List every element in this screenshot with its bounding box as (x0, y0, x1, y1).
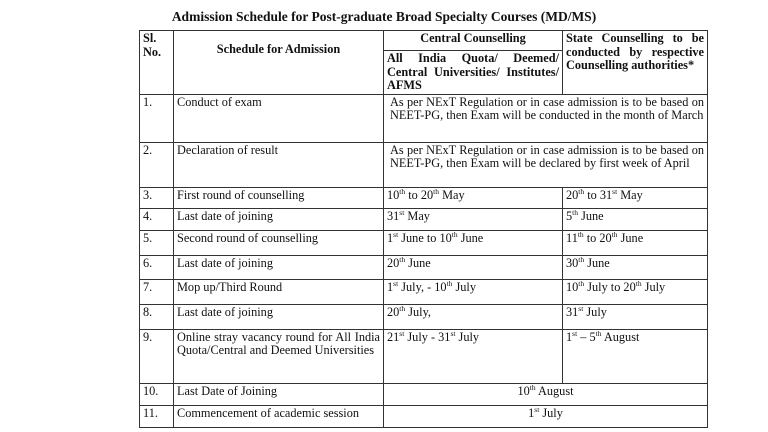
state-counselling-date (563, 230, 708, 255)
ordinal-suffix: st (578, 303, 584, 313)
ordinal-suffix: st (399, 207, 405, 217)
date-text: June (405, 255, 431, 270)
date-text: 10 (566, 279, 579, 294)
table-row (140, 279, 708, 304)
date-text: June (617, 230, 644, 245)
date-text: 20 (387, 255, 400, 270)
date-text: June (457, 230, 484, 245)
date-text: 1 (387, 230, 394, 245)
ordinal-suffix: st (612, 186, 618, 196)
table-row (140, 329, 708, 383)
row-event: Last date of joining (174, 208, 384, 230)
date-text: 20 (387, 304, 400, 319)
table-row (140, 405, 708, 427)
date-text: May (617, 187, 643, 202)
date-text: June (584, 255, 610, 270)
state-counselling-date (563, 208, 708, 230)
row-number: 5. (140, 230, 174, 255)
ordinal-suffix: th (572, 207, 578, 217)
header-sl-no: Sl. No. (140, 31, 174, 95)
table-row (140, 208, 708, 230)
date-text: August (535, 383, 574, 398)
central-counselling-date (384, 279, 563, 304)
date-text: to 20 (583, 230, 612, 245)
ordinal-suffix: th (529, 382, 536, 392)
row-event: Last Date of Joining (174, 383, 384, 405)
table-row (140, 142, 708, 187)
row-event: Online stray vacancy round for All India Quota/Central and Deemed Universities (174, 329, 384, 383)
date-text: 31 (387, 208, 400, 223)
date-text: 10 (387, 187, 400, 202)
date-text: 1 (387, 279, 394, 294)
state-counselling-date (563, 329, 708, 383)
table-row (140, 187, 708, 208)
state-counselling-date (563, 279, 708, 304)
central-counselling-date (384, 304, 563, 329)
date-text: July (641, 279, 666, 294)
date-text: 1 (566, 329, 573, 344)
date-text: 20 (566, 187, 579, 202)
row-event: First round of counselling (174, 187, 384, 208)
central-counselling-date (384, 187, 563, 208)
merged-schedule (384, 405, 708, 427)
ordinal-suffix: th (399, 254, 406, 264)
table-row (140, 383, 708, 405)
ordinal-suffix: th (635, 278, 642, 288)
date-text: May (439, 187, 465, 202)
date-text: July, (405, 304, 431, 319)
row-number: 11. (140, 405, 174, 427)
date-text: July - 31 (404, 329, 451, 344)
central-counselling-date (384, 255, 563, 279)
table-row (140, 94, 708, 142)
ordinal-suffix: st (572, 328, 578, 338)
merged-schedule: As per NExT Regulation or in case admission is to be based on NEET-PG, then Exam will be conducted in the month of March (384, 94, 708, 142)
row-number: 1. (140, 94, 174, 142)
table-row (140, 230, 708, 255)
central-counselling-date (384, 329, 563, 383)
row-event: Last date of joining (174, 255, 384, 279)
state-counselling-date (563, 304, 708, 329)
date-text: 21 (387, 329, 400, 344)
merged-schedule: As per NExT Regulation or in case admission is to be based on NEET-PG, then Exam will be declared by first week of April (384, 142, 708, 187)
ordinal-suffix: th (577, 229, 584, 239)
ordinal-suffix: th (399, 186, 406, 196)
central-counselling-date (384, 230, 563, 255)
row-event: Mop up/Third Round (174, 279, 384, 304)
row-number: 9. (140, 329, 174, 383)
ordinal-suffix: th (595, 328, 602, 338)
date-text: to 20 (405, 187, 434, 202)
date-text: 31 (566, 304, 579, 319)
ordinal-suffix: st (399, 328, 405, 338)
date-text: June (578, 208, 604, 223)
ordinal-suffix: st (534, 404, 540, 414)
ordinal-suffix: th (399, 303, 406, 313)
header-central-subquota: All India Quota/ Deemed/ Central Universities/ Institutes/ AFMS (384, 51, 563, 95)
ordinal-suffix: th (611, 229, 618, 239)
state-counselling-date (563, 255, 708, 279)
table-row (140, 255, 708, 279)
row-number: 10. (140, 383, 174, 405)
central-counselling-date (384, 208, 563, 230)
date-text: July (455, 329, 480, 344)
date-text: July, - 10 (398, 279, 447, 294)
ordinal-suffix: th (446, 278, 453, 288)
ordinal-suffix: th (578, 254, 585, 264)
date-text: July (583, 304, 607, 319)
row-event: Declaration of result (174, 142, 384, 187)
ordinal-suffix: th (433, 186, 439, 196)
ordinal-suffix: st (393, 229, 399, 239)
ordinal-suffix: th (578, 186, 585, 196)
date-text: May (404, 208, 430, 223)
row-number: 7. (140, 279, 174, 304)
date-text: June to 10 (398, 230, 452, 245)
header-schedule: Schedule for Admission (174, 31, 384, 95)
header-state-counselling: State Counselling to be conducted by respective Counselling authorities* (563, 31, 708, 95)
ordinal-suffix: th (451, 229, 458, 239)
state-counselling-date (563, 187, 708, 208)
row-number: 3. (140, 187, 174, 208)
date-text: 11 (566, 230, 578, 245)
ordinal-suffix: th (578, 278, 585, 288)
row-event: Conduct of exam (174, 94, 384, 142)
date-text: August (601, 329, 640, 344)
date-text: 5 (566, 208, 573, 223)
date-text: July (452, 279, 476, 294)
row-event: Commencement of academic session (174, 405, 384, 427)
row-event: Last date of joining (174, 304, 384, 329)
header-central-counselling: Central Counselling (384, 31, 563, 51)
row-number: 2. (140, 142, 174, 187)
row-event: Second round of counselling (174, 230, 384, 255)
date-text: 1 (528, 405, 535, 420)
merged-schedule (384, 383, 708, 405)
table-row (140, 304, 708, 329)
date-text: July (539, 405, 563, 420)
admission-schedule-table (139, 30, 708, 428)
page-title: Admission Schedule for Post-graduate Broad Specialty Courses (MD/MS) (171, 9, 597, 24)
date-text: 30 (566, 255, 579, 270)
date-text: July to 20 (584, 279, 636, 294)
date-text: to 31 (584, 187, 613, 202)
row-number: 8. (140, 304, 174, 329)
date-text: 10 (517, 383, 530, 398)
ordinal-suffix: st (450, 328, 456, 338)
date-text: – 5 (577, 329, 596, 344)
row-number: 4. (140, 208, 174, 230)
row-number: 6. (140, 255, 174, 279)
ordinal-suffix: st (393, 278, 399, 288)
